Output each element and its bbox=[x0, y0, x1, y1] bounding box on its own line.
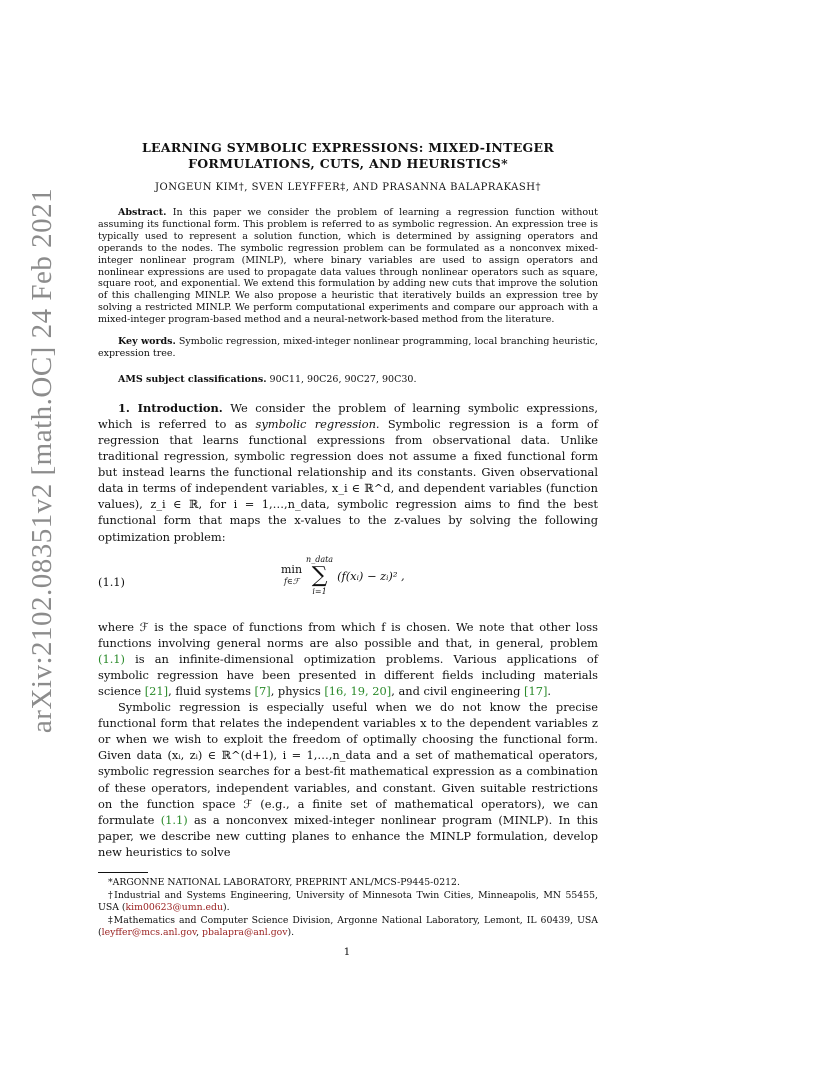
section-heading: 1. Introduction. bbox=[118, 400, 223, 415]
intro-p3-part-a: Symbolic regression is especially useful when we do not know the precise functional form that relates the independent variables x to the dependent variables z or when we wish to exploit the freedom of optimally choosing the functional form. Given data (xᵢ, zᵢ) ∈ ℝ^(d+1), i = 1,…,n_data and a set of mathematical operators, symbolic regression searches for a best-fit mathematical expression as a combination of these operators, independent variables, and constant. Given suitable restrictions on the function space ℱ (e.g., a finite set of mathematical operators), we can formulate bbox=[98, 700, 598, 827]
abstract bbox=[98, 207, 598, 326]
citation-link-17[interactable]: [17] bbox=[524, 684, 548, 698]
intro-p2-part-e: , and civil engineering bbox=[391, 684, 521, 698]
title-line-1: LEARNING SYMBOLIC EXPRESSIONS: MIXED-INTEGER bbox=[141, 140, 555, 155]
equation-sum bbox=[306, 555, 333, 597]
title-line-2: FORMULATIONS, CUTS, AND HEURISTICS* bbox=[188, 156, 508, 171]
equation-reference-link[interactable]: (1.1) bbox=[98, 651, 126, 666]
sum-symbol: ∑ bbox=[311, 562, 328, 588]
paper-title bbox=[98, 140, 598, 172]
sum-upper-limit: n_data bbox=[306, 554, 334, 564]
equation-body bbox=[281, 555, 405, 597]
footnotes bbox=[98, 872, 598, 940]
intro-p2-part-a: where ℱ is the space of functions from which f is chosen. We note that other loss functions involving general norms are also possible and that, in general, problem bbox=[98, 619, 598, 650]
intro-p1-part-b: Symbolic regression is a form of regression that learns functional expressions from observational data. Unlike traditional regression, symbolic regression does not assume a fixed functional form but instead learns the functional relationship and its constants. Given observational data in terms of independent variables, x_i ∈ ℝ^d, and dependent variables (function values), z_i ∈ ℝ, for i = 1,…,n_data, symbolic regression aims to find the best functional form that maps the x-values to the z-values by solving the following optimization problem: bbox=[98, 416, 598, 544]
min-subscript: f∈ℱ bbox=[283, 576, 300, 586]
equation-reference-link-2[interactable]: (1.1) bbox=[160, 812, 188, 827]
footnote-rule bbox=[98, 872, 148, 873]
min-operator: min bbox=[281, 562, 303, 576]
equation-1-1 bbox=[98, 555, 598, 613]
intro-p2-part-f: . bbox=[547, 684, 552, 698]
footnote-3-separator: , bbox=[196, 927, 203, 938]
ams-label: AMS subject classifications. bbox=[118, 373, 267, 385]
keywords bbox=[98, 336, 598, 360]
footnote-3-text: ‡Mathematics and Computer Science Division, Argonne National Laboratory, Lemont, IL 60439, USA ( bbox=[98, 915, 598, 938]
intro-paragraph-3 bbox=[98, 699, 598, 860]
intro-p2-part-c: , fluid systems bbox=[168, 684, 251, 698]
footnote-3-end: ). bbox=[287, 927, 295, 938]
abstract-label: Abstract. bbox=[118, 207, 167, 218]
equation-summand: (f(xᵢ) − zᵢ)² , bbox=[337, 568, 405, 583]
intro-p1-emphasis: symbolic regression. bbox=[255, 416, 380, 431]
citation-link-21[interactable]: [21] bbox=[144, 684, 169, 698]
footnote-2-end: ). bbox=[223, 902, 230, 913]
author-list: JONGEUN KIM†, SVEN LEYFFER‡, AND PRASANNA BALAPRAKASH† bbox=[155, 182, 541, 193]
arxiv-stamp-text: arXiv:2102.08351v2 [math.OC] 24 Feb 2021 bbox=[26, 187, 59, 733]
intro-paragraph-2 bbox=[98, 619, 598, 699]
sum-lower-limit: i=1 bbox=[312, 586, 327, 596]
email-link-balaprakash[interactable]: pbalapra@anl.gov bbox=[202, 927, 288, 938]
ams-classifications bbox=[98, 374, 598, 386]
footnote-3 bbox=[98, 915, 598, 939]
intro-p2-part-b: is an infinite-dimensional optimization problems. Various applications of symbolic regression have been presented in different fields including materials science bbox=[98, 651, 599, 698]
intro-p3-part-b: as a nonconvex mixed-integer nonlinear program (MINLP). In this paper, we describe new cutting planes to enhance the MINLP formulation, develop new heuristics to solve bbox=[98, 812, 599, 859]
equation-number: (1.1) bbox=[98, 574, 126, 589]
ams-text: 90C11, 90C26, 90C27, 90C30. bbox=[269, 373, 417, 385]
paper-page bbox=[98, 140, 598, 860]
keywords-text: Symbolic regression, mixed-integer nonlinear programming, local branching heuristic, expression tree. bbox=[98, 336, 598, 359]
email-link-kim[interactable]: kim00623@umn.edu bbox=[125, 902, 223, 913]
footnote-1: *ARGONNE NATIONAL LABORATORY, PREPRINT ANL/MCS-P9445-0212. bbox=[108, 877, 460, 888]
abstract-text: In this paper we consider the problem of learning a regression function without assuming its functional form. This problem is referred to as symbolic regression. An expression tree is typically used to represent a solution function, which is determined by assigning operators and operands to the nodes. The symbolic regression problem can be formulated as a nonconvex mixed-integer nonlinear program (MINLP), where binary variables are used to assign operators and nonlinear expressions are used to propagate data values through nonlinear operators such as square, square root, and exponential. We extend this formulation by adding new cuts that improve the solution of this challenging MINLP. We also propose a heuristic that iteratively builds an expression tree by solving a restricted MINLP. We perform computational experiments and compare our approach with a mixed-integer program-based method and a neural-network-based method from the literature. bbox=[98, 207, 598, 326]
keywords-label: Key words. bbox=[118, 336, 176, 348]
citation-link-16-19-20[interactable]: [16, 19, 20] bbox=[324, 684, 392, 698]
arxiv-stamp bbox=[18, 187, 68, 733]
footnote-2 bbox=[98, 890, 598, 914]
equation-min bbox=[281, 564, 302, 588]
intro-paragraph-1 bbox=[98, 400, 598, 545]
citation-link-7[interactable]: [7] bbox=[254, 684, 271, 698]
footnote-2-text: †Industrial and Systems Engineering, University of Minnesota Twin Cities, Minneapolis, MN 55455, USA ( bbox=[98, 890, 598, 913]
intro-p1-part-a: We consider the problem of learning symbolic expressions, which is referred to as bbox=[98, 400, 598, 431]
page-number: 1 bbox=[343, 946, 351, 958]
email-link-leyffer[interactable]: leyffer@mcs.anl.gov bbox=[101, 927, 197, 938]
intro-p2-part-d: , physics bbox=[270, 684, 321, 698]
